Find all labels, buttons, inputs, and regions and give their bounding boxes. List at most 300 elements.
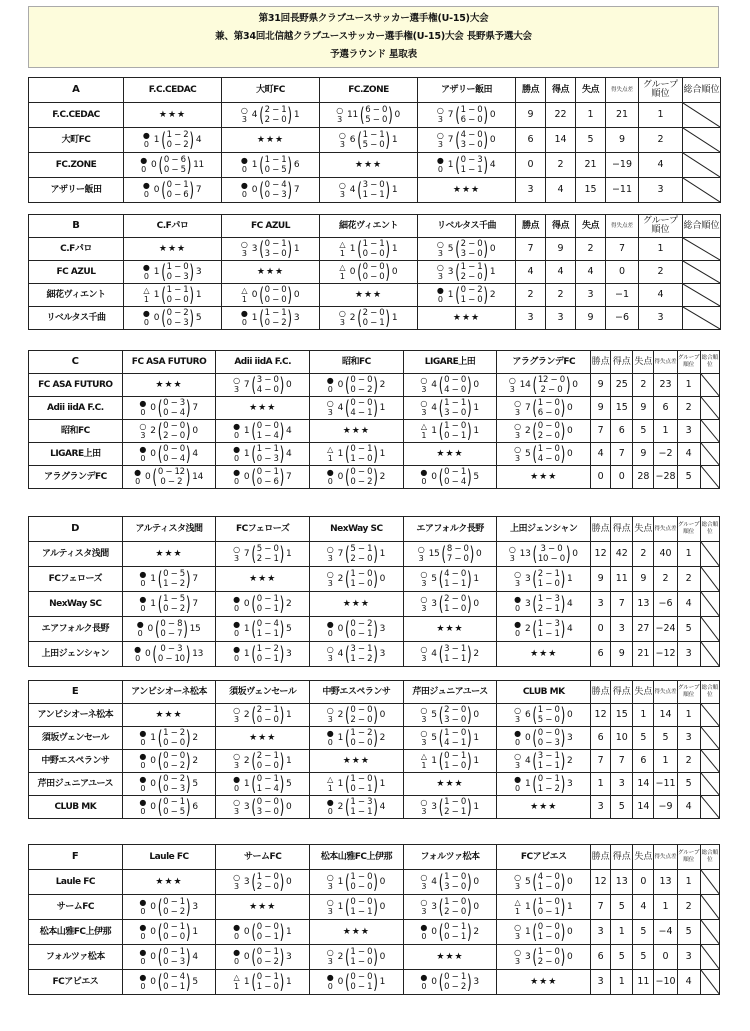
- open-paren: (: [345, 396, 350, 420]
- first-half-score: 0 − 1: [256, 972, 279, 982]
- close-paren: ): [373, 895, 378, 919]
- open-paren: (: [345, 795, 350, 819]
- match-result: [123, 569, 216, 589]
- total-goals-left: 1: [243, 779, 250, 789]
- result-marker: [513, 422, 522, 440]
- result-symbol: ○: [326, 873, 334, 882]
- first-half-score: 0 − 2: [166, 308, 189, 318]
- match-result-cell: [320, 261, 418, 284]
- open-paren: (: [455, 283, 460, 307]
- slash-line: [683, 238, 720, 260]
- match-points: 0: [234, 629, 239, 638]
- diagonal-slash: [701, 466, 719, 488]
- group-rank-value: 1: [639, 238, 683, 261]
- match-result: [222, 308, 319, 328]
- close-paren: ): [466, 642, 472, 666]
- total-goals-left: 6: [524, 710, 531, 720]
- total-goals-right: 1: [285, 927, 292, 937]
- total-goals-right: 0: [476, 549, 482, 559]
- title-box: [28, 6, 719, 68]
- goals-for-value: 15: [611, 397, 633, 420]
- open-paren: (: [251, 970, 256, 994]
- goals-for-value: 0: [611, 466, 633, 489]
- overall-rank-header: 総合順位: [683, 215, 721, 238]
- team-row: [29, 970, 720, 995]
- total-goals-right: 7: [293, 185, 300, 195]
- close-paren: ): [287, 153, 292, 177]
- open-paren: (: [455, 103, 460, 127]
- close-paren: ): [279, 465, 284, 489]
- overall-rank-empty-cell: [700, 397, 719, 420]
- open-paren: (: [345, 542, 350, 566]
- close-paren: ): [279, 703, 284, 727]
- half-scores: [350, 467, 372, 487]
- half-scores: [257, 947, 279, 967]
- open-paren: (: [532, 592, 537, 616]
- match-points: 0: [421, 477, 427, 486]
- close-paren: ): [186, 153, 192, 177]
- result-marker: [232, 620, 241, 638]
- first-half-score: 0 − 1: [166, 180, 189, 190]
- overall-rank-empty-cell: [700, 870, 719, 895]
- result-marker: [419, 873, 428, 891]
- total-goals-left: 0: [524, 733, 531, 743]
- result-symbol: ●: [233, 948, 240, 957]
- match-result-cell: [124, 153, 222, 178]
- half-scores: [163, 751, 185, 771]
- match-result: [418, 130, 515, 150]
- first-half-score: 1 − 0: [350, 947, 373, 957]
- second-half-score: 0 − 2: [350, 477, 373, 487]
- goals-for-value: 7: [611, 750, 633, 773]
- match-result-cell: [403, 466, 497, 489]
- match-result-cell: [418, 103, 516, 128]
- total-goals-right: 0: [489, 244, 496, 254]
- row-team-name: 芹田ジュニアユース: [29, 773, 123, 796]
- total-goals-right: 4: [379, 802, 386, 812]
- open-paren: (: [345, 970, 350, 994]
- result-marker: [338, 263, 347, 281]
- total-goals-left: 7: [243, 380, 250, 390]
- match-result: [216, 421, 309, 441]
- total-goals-left: 1: [150, 574, 156, 584]
- result-symbol: ●: [139, 973, 147, 982]
- match-result-cell: [310, 870, 404, 895]
- half-scores: [257, 705, 279, 725]
- win-points-value: 12: [591, 542, 611, 567]
- match-points: 3: [421, 654, 427, 663]
- first-half-score: 0 − 0: [537, 728, 560, 738]
- half-scores: [538, 872, 560, 892]
- second-half-score: 0 − 4: [163, 454, 185, 464]
- second-half-score: 1 − 0: [350, 579, 373, 589]
- diagonal-slash: [701, 542, 719, 566]
- half-scores: [257, 644, 279, 664]
- open-paren: (: [438, 870, 444, 894]
- second-half-score: 0 − 1: [350, 784, 373, 794]
- second-half-score: 0 − 1: [256, 654, 279, 664]
- result-symbol: ○: [233, 706, 240, 715]
- result-marker: [419, 595, 428, 613]
- match-result-cell: [497, 443, 591, 466]
- match-points: 0: [140, 761, 146, 770]
- match-result-cell: [418, 261, 516, 284]
- second-half-score: 6 − 0: [460, 115, 483, 125]
- close-paren: ): [466, 567, 472, 591]
- match-points: 1: [234, 982, 239, 991]
- half-scores: [444, 398, 466, 418]
- total-goals-right: 0: [293, 290, 300, 300]
- result-marker: [138, 445, 147, 463]
- match-points: 3: [515, 454, 520, 463]
- column-team-name: アザリー飯田: [418, 78, 516, 103]
- total-goals-left: 0: [251, 185, 258, 195]
- overall-rank-empty-cell: [700, 443, 719, 466]
- row-team-name: LIGARE上田: [29, 443, 123, 466]
- half-scores: [163, 922, 185, 942]
- close-paren: ): [279, 442, 284, 466]
- first-half-score: 5 − 1: [350, 544, 373, 554]
- total-goals-right: 7: [195, 185, 202, 195]
- group-rank-value: 5: [677, 617, 700, 642]
- total-goals-right: 2: [473, 927, 479, 937]
- result-marker: [326, 645, 335, 663]
- half-scores: [538, 705, 560, 725]
- result-marker: [138, 729, 147, 747]
- result-symbol: ○: [420, 595, 428, 604]
- column-team-name: 松本山雅FC上伊那: [310, 845, 404, 870]
- result-symbol: ○: [420, 729, 428, 738]
- match-result: [497, 774, 590, 794]
- total-goals-right: 1: [192, 927, 198, 937]
- total-goals-right: 0: [379, 952, 386, 962]
- close-paren: ): [279, 542, 284, 566]
- match-result: [404, 705, 497, 725]
- slash-line: [701, 773, 719, 795]
- result-marker: [419, 468, 428, 486]
- close-paren: ): [388, 103, 393, 127]
- open-paren: (: [154, 617, 160, 641]
- result-symbol: ●: [436, 156, 444, 165]
- result-marker: [138, 399, 147, 417]
- open-paren: (: [532, 895, 537, 919]
- second-half-score: 2 − 0: [350, 715, 373, 725]
- close-paren: ): [560, 895, 565, 919]
- second-half-score: 4 − 0: [444, 385, 466, 395]
- total-goals-left: 4: [337, 403, 344, 413]
- open-paren: (: [345, 617, 350, 641]
- match-result-cell: [497, 704, 591, 727]
- diagonal-slash: [701, 397, 719, 419]
- open-paren: (: [532, 772, 537, 796]
- total-goals-right: 1: [489, 267, 496, 277]
- result-marker: [326, 775, 335, 793]
- match-points: 3: [421, 408, 427, 417]
- goals-against-header: 失点: [633, 517, 654, 542]
- group-rank-value: 3: [677, 945, 700, 970]
- title-line-2: 兼、第34回北信越クラブユースサッカー選手権(U-15)大会 長野県予選大会: [215, 31, 532, 42]
- row-team-name: FC AZUL: [29, 261, 124, 284]
- total-goals-left: 5: [524, 449, 531, 459]
- result-marker: [232, 376, 241, 394]
- open-paren: (: [345, 945, 350, 969]
- group-rank-value: 5: [677, 466, 700, 489]
- slash-line: [683, 261, 720, 283]
- row-team-name: FCフェローズ: [29, 567, 123, 592]
- self-match-cell: ★★★: [310, 592, 404, 617]
- match-result: [123, 644, 216, 664]
- match-result: [404, 797, 497, 817]
- match-result: [124, 180, 221, 200]
- second-half-score: 1 − 1: [460, 165, 483, 175]
- total-goals-left: 2: [524, 426, 531, 436]
- result-symbol: ○: [420, 798, 428, 807]
- first-half-score: 12 − 0: [537, 375, 565, 385]
- half-scores: [363, 180, 385, 200]
- result-marker: [419, 923, 428, 941]
- match-points: 3: [421, 882, 427, 891]
- match-result: [222, 155, 319, 175]
- column-team-name: FC.ZONE: [320, 78, 418, 103]
- second-half-score: 0 − 3: [537, 738, 560, 748]
- first-half-score: 8 − 0: [446, 544, 469, 554]
- close-paren: ): [385, 306, 390, 330]
- close-paren: ): [466, 419, 472, 443]
- match-result: [124, 308, 221, 328]
- win-points-header: 勝点: [516, 78, 546, 103]
- second-half-score: 1 − 0: [444, 604, 466, 614]
- win-points-value: 0: [591, 617, 611, 642]
- first-half-score: 6 − 0: [365, 105, 388, 115]
- result-marker: [513, 898, 522, 916]
- slash-line: [701, 704, 719, 726]
- second-half-score: 6 − 0: [537, 408, 560, 418]
- match-points: 3: [421, 807, 427, 816]
- first-half-score: 2 − 1: [537, 569, 560, 579]
- result-marker: [338, 309, 347, 327]
- slash-line: [701, 374, 719, 396]
- match-result-cell: [216, 920, 310, 945]
- half-scores: [350, 398, 372, 418]
- total-goals-left: 2: [349, 313, 356, 323]
- match-points: 0: [241, 318, 247, 327]
- result-symbol: ●: [326, 468, 334, 477]
- result-symbol: ●: [514, 775, 521, 784]
- group-header-row: [29, 681, 720, 704]
- win-points-value: 9: [591, 567, 611, 592]
- column-team-name: 芹田ジュニアユース: [403, 681, 497, 704]
- result-marker: [138, 752, 147, 770]
- match-points: 0: [140, 957, 146, 966]
- match-result: [404, 421, 497, 441]
- second-half-score: 1 − 1: [444, 579, 466, 589]
- match-points: 0: [327, 807, 333, 816]
- row-team-name: アラグランデFC: [29, 466, 123, 489]
- match-result: [310, 897, 403, 917]
- result-marker: [436, 131, 445, 149]
- match-result-cell: [122, 970, 216, 995]
- half-scores: [538, 375, 565, 395]
- result-marker: [326, 376, 335, 394]
- result-marker: [326, 729, 335, 747]
- close-paren: ): [279, 617, 284, 641]
- row-team-name: 大町FC: [29, 128, 124, 153]
- open-paren: (: [251, 749, 256, 773]
- second-half-score: 0 − 2: [444, 982, 466, 992]
- close-paren: ): [560, 870, 565, 894]
- open-paren: (: [157, 592, 163, 616]
- second-half-score: 3 − 0: [444, 715, 466, 725]
- open-paren: (: [345, 726, 350, 750]
- half-scores: [538, 774, 560, 794]
- match-points: 0: [140, 982, 146, 991]
- half-scores: [257, 444, 279, 464]
- total-goals-right: 1: [195, 290, 202, 300]
- match-points: 3: [140, 431, 146, 440]
- result-marker: [232, 873, 241, 891]
- match-result-cell: [216, 642, 310, 667]
- open-paren: (: [161, 178, 166, 202]
- match-result: [123, 398, 216, 418]
- second-half-score: 1 − 4: [256, 784, 279, 794]
- close-paren: ): [560, 442, 565, 466]
- total-goals-left: 1: [243, 977, 250, 987]
- half-scores: [164, 155, 186, 175]
- close-paren: ): [466, 726, 472, 750]
- total-goals-left: 1: [337, 779, 344, 789]
- second-half-score: 0 − 1: [256, 932, 279, 942]
- close-paren: ): [560, 920, 565, 944]
- first-half-score: 1 − 1: [256, 444, 279, 454]
- match-result-cell: [216, 773, 310, 796]
- match-result-cell: [310, 567, 404, 592]
- second-half-score: 0 − 2: [163, 907, 185, 917]
- close-paren: ): [185, 772, 191, 796]
- result-marker: [240, 181, 249, 199]
- result-marker: [240, 309, 249, 327]
- match-result: [310, 467, 403, 487]
- result-marker: [232, 545, 241, 563]
- match-points: 0: [234, 477, 239, 486]
- half-scores: [167, 285, 189, 305]
- half-scores: [163, 897, 185, 917]
- first-half-score: 0 − 2: [460, 285, 483, 295]
- result-symbol: ○: [420, 399, 428, 408]
- total-goals-left: 1: [153, 267, 160, 277]
- close-paren: ): [287, 306, 292, 330]
- second-half-score: 0 − 5: [163, 165, 186, 175]
- half-scores: [265, 239, 287, 259]
- second-half-score: 1 − 1: [444, 654, 466, 664]
- open-paren: (: [359, 103, 365, 127]
- goal-diff-value: 40: [654, 542, 677, 567]
- match-result-cell: [320, 178, 418, 203]
- match-result-cell: [497, 895, 591, 920]
- total-goals-right: 7: [192, 403, 198, 413]
- result-symbol: ○: [514, 752, 521, 761]
- result-marker: [417, 545, 426, 563]
- half-scores: [461, 105, 483, 125]
- open-paren: (: [438, 895, 444, 919]
- row-team-name: FC ASA FUTURO: [29, 374, 123, 397]
- match-result-cell: [222, 103, 320, 128]
- total-goals-right: 0: [473, 877, 479, 887]
- open-paren: (: [438, 749, 444, 773]
- win-points-value: 3: [516, 307, 546, 330]
- result-symbol: △: [327, 775, 334, 784]
- match-points: 0: [421, 932, 427, 941]
- first-half-score: 1 − 2: [350, 728, 373, 738]
- result-symbol: △: [339, 263, 346, 272]
- result-symbol: ○: [420, 873, 428, 882]
- match-result: [124, 155, 221, 175]
- open-paren: (: [357, 237, 362, 261]
- close-paren: ): [560, 749, 565, 773]
- match-result-cell: [122, 443, 216, 466]
- first-half-score: 4 − 0: [537, 872, 560, 882]
- self-match-cell: ★★★: [320, 153, 418, 178]
- half-scores: [163, 774, 185, 794]
- half-scores: [538, 922, 560, 942]
- diagonal-slash: [701, 592, 719, 616]
- row-team-name: エアフォルク長野: [29, 617, 123, 642]
- goals-against-value: 14: [633, 796, 654, 819]
- result-marker: [240, 240, 249, 258]
- half-scores: [158, 467, 185, 487]
- result-symbol: ○: [233, 873, 240, 882]
- match-result-cell: [310, 945, 404, 970]
- match-result-cell: [124, 261, 222, 284]
- close-paren: ): [560, 567, 565, 591]
- match-result-cell: [122, 397, 216, 420]
- group-header-row: [29, 78, 721, 103]
- match-result: [123, 797, 216, 817]
- total-goals-left: 0: [150, 802, 156, 812]
- overall-rank-empty-cell: [683, 284, 721, 307]
- second-half-score: 0 − 0: [350, 738, 373, 748]
- second-half-score: 0 − 4: [163, 408, 185, 418]
- match-result: [310, 398, 403, 418]
- result-marker: [232, 645, 241, 663]
- total-goals-right: 11: [193, 160, 204, 170]
- column-team-name: フォルツァ松本: [403, 845, 497, 870]
- row-team-name: アンビシオーネ松本: [29, 704, 123, 727]
- column-team-name: FCアビエス: [497, 845, 591, 870]
- overall-rank-empty-cell: [700, 466, 719, 489]
- result-symbol: ○: [233, 752, 240, 761]
- first-half-score: 4 − 0: [444, 569, 466, 579]
- total-goals-left: 0: [144, 472, 151, 482]
- goals-for-value: 5: [611, 945, 633, 970]
- half-scores: [257, 421, 279, 441]
- result-symbol: ●: [233, 620, 240, 629]
- second-half-score: 2 − 0: [540, 385, 563, 395]
- result-marker: [142, 286, 151, 304]
- result-marker: [513, 775, 522, 793]
- result-symbol: ●: [514, 729, 521, 738]
- win-points-value: 0: [516, 153, 546, 178]
- overall-rank-empty-cell: [683, 128, 721, 153]
- total-goals-left: 0: [147, 624, 153, 634]
- match-result-cell: [310, 773, 404, 796]
- close-paren: ): [560, 772, 565, 796]
- half-scores: [167, 308, 189, 328]
- self-match-cell: ★★★: [216, 567, 310, 592]
- row-team-name: 中野エスペランサ: [29, 750, 123, 773]
- match-result: [222, 180, 319, 200]
- goal-diff-value: 6: [654, 397, 677, 420]
- first-half-score: 0 − 1: [256, 467, 279, 477]
